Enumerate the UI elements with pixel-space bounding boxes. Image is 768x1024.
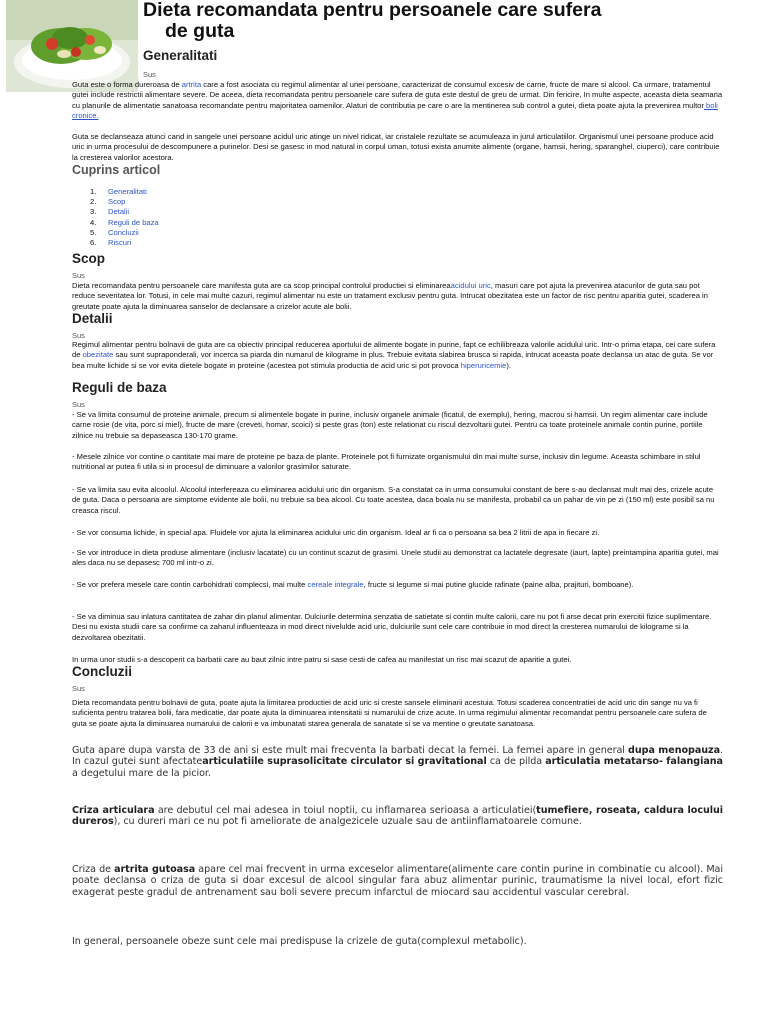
title-line-2: de guta (165, 20, 235, 42)
regula-6: - Se vor prefera mesele care contin carbohidrati complecsi, mai multe cereale integrale, fructe si legume si mai putine glucide rafinate (paine alba, prajituri, bomboane). (72, 580, 634, 589)
toc-item-generalitati[interactable]: 1. Generalitati (90, 187, 147, 196)
obezitate-link[interactable]: obezitate (82, 350, 114, 360)
table-of-contents (90, 187, 159, 248)
salad-image (6, 0, 138, 92)
toc-item-concluzii[interactable]: 5. Concluzii (90, 227, 139, 237)
regula-8: In urma unor studii s-a descoperit ca barbatii care au baut zilnic intre patru si sase cesti de cafea au manifestat un risc mai scazut de aparitie a gutei. (72, 655, 572, 664)
back-to-top-link[interactable]: Sus (72, 271, 85, 280)
info-paragraph-4: In general, persoanele obeze sunt cele mai predispuse la crizele de guta(complexul metabolic). (72, 936, 527, 947)
section-heading-concluzii: Concluzii (72, 664, 132, 679)
toc-heading: Cuprins articol (72, 163, 161, 177)
section-heading-scop: Scop (72, 251, 106, 266)
title-line-1: Dieta recomandata pentru persoanele care sufera (143, 0, 602, 21)
concluzii-paragraph: Dieta recomandata pentru bolnavii de guta, poate ajuta la limitarea productiei de acid uric si creste sansele eliminarii acestuia. Totusi scaderea concentratiei de acid uric din sange nu va fi suficienta pentru tratarea bolii, fara medicatie, dar poate ajuta la diminuarea intensitatii si numarului de crize acute. In urma regimului alimentar recomandat pentru persoanele care sufera de guta se poate ajuta la diminuarea numarului de calorii e va imbunatati starea generala de sanatate si se va mentine o greutate sanatoasa. (72, 698, 707, 728)
acidul-uric-link[interactable]: acidului uric (450, 281, 491, 290)
regula-4: - Se vor consuma lichide, in special apa. Fluidele vor ajuta la eliminarea acidului uric din organism. Ideal ar fi ca o persoana sa bea 2 litrii de apa in fiecare zi. (72, 528, 600, 537)
back-to-top-link[interactable]: Sus (72, 400, 85, 409)
regula-1: - Se va limita consumul de proteine animale, precum si alimentele bogate in purine, inclusiv organele animale (ficatul, de exemplu), hering, macrou si hamsii. Un regim alimentar care include carne rosie (de vita, porc si miel), fructe de mare (creveti, homar, scoici) si peste gras (ton) este relationat cu riscul dezvoltarii gutei. Pentru ca toate proteinele animale contin purine, portiile zilnice nu trebuie sa depaseasca 130-170 grame. (72, 410, 708, 440)
regula-7: - Se va diminua sau inlatura cantitatea de zahar din planul alimentar. Dulciurile determina senzatia de satietate si contin multe calorii, care nu pot fi arse decat prin exercitii fizice suplimentare. Desi nu exista studii care sa confirme ca zaharul influenteaza in mod direct nivelulde acid uric, dulciurile sunt cele care contribuie in mod direct la cresterea numarului de kilograme si la dezvoltarea obezitatii. (72, 612, 712, 642)
cereale-integrale-link[interactable]: cereale integrale (307, 580, 364, 589)
section-heading-generalitati: Generalitati (143, 48, 218, 63)
hiperuricemie-link[interactable]: hiperuricemie (460, 360, 507, 370)
info-paragraph-1: Guta apare dupa varsta de 33 de ani si este mult mai frecventa la barbati decat la femei. La femei apare in general dupa menopauza. In cazul gutei sunt afectatearticulatiile suprasolicitate circulator si gravitational ca de pilda articulatia metatarso- falangiana a degetului mare de la picior. (72, 745, 723, 779)
toc-item-riscuri[interactable]: 6. Riscuri (90, 238, 132, 248)
section-heading-detalii: Detalii (72, 311, 113, 326)
toc-item-scop[interactable]: 2. Scop (90, 197, 126, 207)
artrita-link[interactable]: artrita (181, 80, 202, 89)
info-paragraph-2: Criza articulara are debutul cel mai adesea in toiul noptii, cu inflamarea serioasa a articulatiei(tumefiere, roseata, caldura locului dureros), cu dureri mari ce nu pot fi ameliorate de analgezicele uzuale sau de antiinflamatoarele comune. (72, 805, 723, 828)
back-to-top-link[interactable]: Sus (72, 684, 85, 693)
back-to-top-link[interactable]: Sus (143, 70, 156, 79)
boli-cronice-link[interactable]: boli cronice. (72, 100, 718, 121)
info-paragraph-3: Criza de artrita gutoasa apare cel mai frecvent in urma exceselor alimentare(alimente care contin purine in combinatie cu alcool). Mai poate declansa o criza de guta si doar excesul de alcool singular fara abuz alimentar purinic, traumatisme la nivel local, efort fizic exagerat peste gradul de antrenament sau boli severe precum infarctul de miocard sau accidentul vascular cerebral. (72, 864, 723, 898)
detalii-paragraph: Regimul alimentar pentru bolnavii de guta are ca obiectiv principal reducerea aportului de alimente bogate in purine, fapt ce echilibreaza valorile acidului uric. Intr-o prima etapa, cei care sufera de obezitate sau sunt supraponderali, vor incerca sa piarda din numarul de kilograme in plus. Trebuie evitata slabirea brusca si rapida, intrucat aceasta poate declansa un atac de guta. Se vor bea multe lichide si se vor evita dietele bogate in proteine (acestea pot stimula productia de acid uric si pot provoca hiperuricemie). (72, 340, 716, 370)
regula-5: - Se vor introduce in dieta produse alimentare (inclusiv lacatate) cu un continut scazut de grasimi. Unele studii au demonstrat ca lactatele degresate (iaurt, lapte) preintampina aparitia gutei, mai ales daca nu se depasesc 700 ml intr-o zi. (72, 548, 719, 568)
back-to-top-link[interactable]: Sus (72, 331, 85, 340)
generalitati-paragraph-1: Guta este o forma dureroasa de artrita care a fost asociata cu regimul alimentar al unei persoane, caracterizat de consumul excesiv de carne, fructe de mare si alcool. Ca urmare, tratamentul gutei include restrictii alimentare severe. De aceea, dieta recomandata pentru persoanele care sufera de guta este destul de greu de urmat. Din fericire, In multe aspecte, aceasta dieta seamana cu planurile de alimentatie sanatoasa recomandate pentru majoritatea oamenilor. Alaturi de contributia pe care o are la mentinerea sub control a gutei, dieta poate ajuta la prevenirea multor boli cronice. (72, 80, 723, 121)
regula-2: - Mesele zilnice vor contine o cantitate mai mare de proteine pe baza de plante. Proteinele pot fi furnizate organismului din mai multe surse, inclusiv din legume. Aceasta schimbare in stilul nutritional ar putea fi utila si in procesul de diminuare a valorilor grasimilor saturate. (72, 452, 701, 472)
generalitati-paragraph-2: Guta se declanseaza atunci cand in sangele unei persoane acidul uric atinge un nivel ridicat, iar cristalele rezultate se acumuleaza in jurul articulatiilor. Organismul unei persoane produce acid uric in urma procesului de descompunere a purinelor. Desi se gasesc in mod natural in corpul uman, totusi exista anumite alimente (organe, hamsii, hering, sparanghel, ciuperci), care contribuie la cresterea valorilor acestora. (72, 132, 720, 162)
toc-item-reguli-de-baza[interactable]: 4. Reguli de baza (90, 217, 159, 227)
toc-item-detalii[interactable]: 3. Detalii (90, 207, 130, 217)
section-heading-reguli-de-baza: Reguli de baza (72, 380, 167, 395)
page-title (143, 0, 763, 42)
scop-paragraph: Dieta recomandata pentru persoanele care manifesta guta are ca scop principal controlul productiei si eliminareaacidului uric, masuri care pot ajuta la prevenirea atacurilor de guta sau pot reduce severitatea lor. Totusi, in cele mai multe cazuri, regimul alimentar nu este un tratament exclusiv pentru guta. Intrucat obezitatea este un factor de risc pentru aparitia gutei, scaderea in greutate poate ajuta la diminuarea sanselor de declansare a crizelor acute ale bolii. (72, 281, 708, 311)
regula-3: - Se va limita sau evita alcoolul. Alcoolul interfereaza cu eliminarea acidului uric din organism. S-a constatat ca in urma consumului constant de bere s-au declansat mult mai des, crizele acute de guta. Daca o persoana are simptome evidente ale bolii, nu trebuie sa bea alcool. Cu toate acestea, daca boala nu se manifesta, probabil ca un pahar de vin pe zi (150 ml) este posibil sa nu creasca riscul. (72, 485, 715, 515)
